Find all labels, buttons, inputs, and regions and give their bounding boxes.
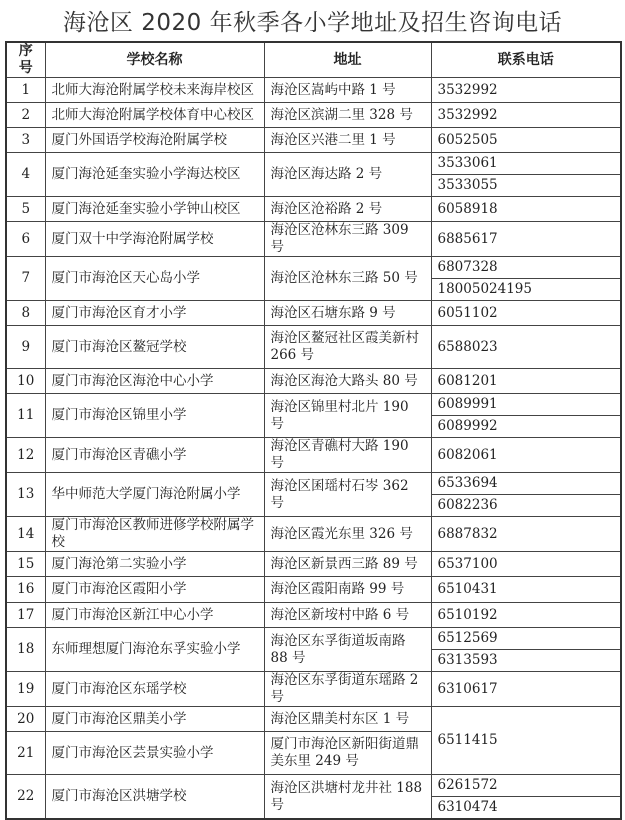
phone-cell	[431, 153, 621, 197]
table-row	[6, 257, 621, 301]
phone-cell	[431, 103, 621, 128]
school-address: 海沧区东孚街道东瑶路 2 号	[264, 672, 431, 707]
row-number: 2	[6, 103, 45, 128]
phone-cell	[431, 517, 621, 552]
row-number: 15	[6, 552, 45, 577]
phone-number: 6510431	[437, 581, 498, 597]
phone-number: 6887832	[437, 525, 498, 542]
phone-number: 6310617	[437, 680, 498, 697]
phone-cell	[431, 197, 621, 222]
row-number: 8	[6, 301, 45, 326]
phone-number: 6058918	[437, 200, 498, 217]
row-number: 22	[6, 775, 45, 820]
header-school-name: 学校名称	[45, 42, 264, 78]
row-number: 12	[6, 438, 45, 473]
phone-cell	[431, 603, 621, 628]
phone-number: 6082236	[432, 494, 621, 516]
phone-cell	[431, 707, 621, 775]
row-number: 18	[6, 628, 45, 672]
table-row	[6, 707, 621, 732]
table-row	[6, 128, 621, 153]
phone-cell	[431, 438, 621, 473]
school-name: 厦门市海沧区洪塘学校	[45, 775, 264, 820]
row-number: 20	[6, 707, 45, 732]
table-header-row	[6, 42, 621, 78]
school-address: 海沧区霞阳南路 99 号	[264, 577, 431, 603]
school-name: 厦门市海沧区东瑶学校	[45, 672, 264, 707]
row-number: 7	[6, 257, 45, 301]
row-number: 17	[6, 603, 45, 628]
table-row	[6, 394, 621, 438]
school-name: 厦门市海沧区天心岛小学	[45, 257, 264, 301]
row-number: 4	[6, 153, 45, 197]
phone-number: 6089992	[432, 415, 621, 437]
phone-cell	[431, 257, 621, 301]
phone-number: 6052505	[437, 131, 498, 148]
phone-cell	[431, 222, 621, 257]
header-address: 地址	[264, 42, 431, 78]
phone-number: 3532992	[437, 81, 498, 98]
row-number: 21	[6, 732, 45, 775]
row-number: 3	[6, 128, 45, 153]
phone-number: 6313593	[432, 649, 621, 671]
table-row	[6, 775, 621, 820]
school-name: 厦门市海沧区新江中心小学	[45, 603, 264, 628]
row-number: 10	[6, 369, 45, 394]
school-name: 厦门市海沧区青礁小学	[45, 438, 264, 473]
school-address: 海沧区沧裕路 2 号	[264, 197, 431, 222]
phone-number: 6051102	[437, 304, 498, 321]
school-name: 厦门市海沧区锦里小学	[45, 394, 264, 438]
phone-number: 6885617	[437, 230, 498, 247]
school-address: 海沧区海沧大路头 80 号	[264, 369, 431, 394]
phone-number: 6511415	[437, 732, 498, 748]
phone-cell	[431, 78, 621, 103]
school-address: 海沧区新垵村中路 6 号	[264, 603, 431, 628]
phone-cell	[431, 128, 621, 153]
phone-number: 18005024195	[432, 278, 621, 300]
school-address: 海沧区霞光东里 326 号	[264, 517, 431, 552]
row-number: 1	[6, 78, 45, 103]
phone-number: 6089991	[437, 396, 498, 412]
school-address: 海沧区新景西三路 89 号	[264, 552, 431, 577]
table-row	[6, 222, 621, 257]
table-row	[6, 603, 621, 628]
school-address: 海沧区鳌冠社区霞美新村 266 号	[264, 326, 431, 369]
table-row	[6, 438, 621, 473]
school-address: 海沧区洪塘村龙井社 188 号	[264, 775, 431, 820]
school-contact-table	[5, 41, 622, 820]
school-name: 东师理想厦门海沧东孚实验小学	[45, 628, 264, 672]
school-name: 厦门市海沧区霞阳小学	[45, 577, 264, 603]
row-number: 14	[6, 517, 45, 552]
phone-number: 6510192	[437, 606, 498, 623]
school-address: 海沧区东孚街道坂南路 88 号	[264, 628, 431, 672]
school-name: 厦门双十中学海沧附属学校	[45, 222, 264, 257]
phone-cell	[431, 326, 621, 369]
school-address: 海沧区鼎美村东区 1 号	[264, 707, 431, 732]
phone-cell	[431, 672, 621, 707]
phone-number: 3533061	[437, 155, 498, 171]
table-row	[6, 517, 621, 552]
phone-number: 6261572	[437, 777, 498, 793]
school-address: 海沧区沧林东三路 309 号	[264, 222, 431, 257]
school-name: 厦门海沧延奎实验小学海达校区	[45, 153, 264, 197]
school-name: 厦门市海沧区海沧中心小学	[45, 369, 264, 394]
row-number: 9	[6, 326, 45, 369]
phone-number: 6533694	[437, 475, 498, 491]
phone-number: 6310474	[432, 796, 621, 818]
table-row	[6, 672, 621, 707]
table-row	[6, 552, 621, 577]
phone-number: 6512569	[437, 630, 498, 646]
school-name: 厦门市海沧区鼎美小学	[45, 707, 264, 732]
school-address: 海沧区青礁村大路 190 号	[264, 438, 431, 473]
school-name: 厦门市海沧区芸景实验小学	[45, 732, 264, 775]
school-name: 北师大海沧附属学校未来海岸校区	[45, 78, 264, 103]
row-number: 16	[6, 577, 45, 603]
row-number: 6	[6, 222, 45, 257]
school-name: 厦门市海沧区教师进修学校附属学校	[45, 517, 264, 552]
school-address: 海沧区沧林东三路 50 号	[264, 257, 431, 301]
table-row	[6, 78, 621, 103]
document-title: 海沧区 2020 年秋季各小学地址及招生咨询电话	[62, 10, 563, 36]
phone-cell	[431, 628, 621, 672]
row-number: 11	[6, 394, 45, 438]
school-name: 厦门海沧延奎实验小学钟山校区	[45, 197, 264, 222]
phone-number: 6807328	[437, 259, 498, 275]
table-row	[6, 326, 621, 369]
phone-cell	[431, 552, 621, 577]
school-name: 厦门市海沧区育才小学	[45, 301, 264, 326]
school-address: 厦门市海沧区新阳街道鼎美东里 249 号	[264, 732, 431, 775]
table-row	[6, 197, 621, 222]
school-name: 厦门海沧第二实验小学	[45, 552, 264, 577]
header-phone: 联系电话	[431, 42, 621, 78]
school-name: 厦门外国语学校海沧附属学校	[45, 128, 264, 153]
school-address: 海沧区滨湖二里 328 号	[264, 103, 431, 128]
phone-number: 6082061	[437, 446, 498, 463]
table-row	[6, 577, 621, 603]
table-row	[6, 301, 621, 326]
phone-number: 3533055	[432, 174, 621, 196]
school-name: 华中师范大学厦门海沧附属小学	[45, 473, 264, 517]
row-number: 5	[6, 197, 45, 222]
school-address: 海沧区兴港二里 1 号	[264, 128, 431, 153]
table-row	[6, 369, 621, 394]
school-address: 海沧区锦里村北片 190 号	[264, 394, 431, 438]
table-row	[6, 153, 621, 197]
school-name: 北师大海沧附属学校体育中心校区	[45, 103, 264, 128]
phone-cell	[431, 473, 621, 517]
row-number: 19	[6, 672, 45, 707]
phone-number: 6537100	[437, 555, 498, 572]
phone-number: 6588023	[437, 338, 498, 355]
phone-number: 6081201	[437, 372, 498, 389]
phone-cell	[431, 369, 621, 394]
table-row	[6, 103, 621, 128]
school-address: 海沧区囷瑶村石岑 362 号	[264, 473, 431, 517]
table-row	[6, 628, 621, 672]
phone-cell	[431, 301, 621, 326]
school-address: 海沧区海达路 2 号	[264, 153, 431, 197]
school-address: 海沧区石塘东路 9 号	[264, 301, 431, 326]
phone-cell	[431, 577, 621, 603]
phone-cell	[431, 394, 621, 438]
school-name: 厦门市海沧区鳌冠学校	[45, 326, 264, 369]
phone-number: 3532992	[437, 106, 498, 123]
table-row	[6, 473, 621, 517]
row-number: 13	[6, 473, 45, 517]
header-number: 序号	[6, 42, 45, 78]
school-address: 海沧区嵩屿中路 1 号	[264, 78, 431, 103]
phone-cell	[431, 775, 621, 820]
